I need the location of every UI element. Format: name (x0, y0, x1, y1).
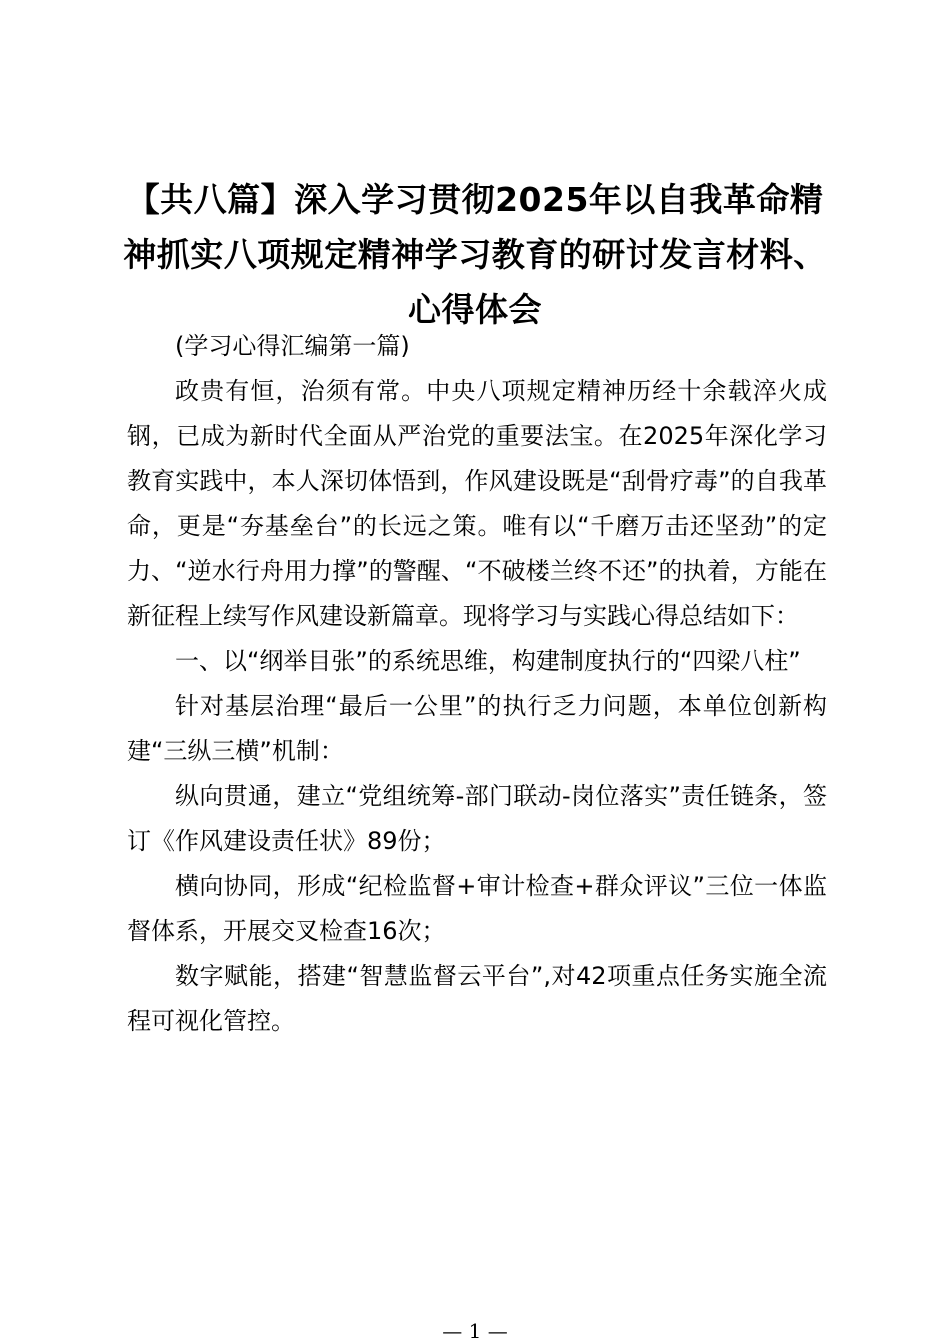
section-heading: 一、以“纲举目张”的系统思维，构建制度执行的“四梁八柱” (175, 647, 801, 675)
body-paragraph: 横向协同，形成“纪检监督+审计检查+群众评议”三位一体监督体系，开展交叉检查16次； (127, 872, 827, 945)
subtitle-paragraph: (学习心得汇编第一篇) (175, 332, 410, 360)
document-body (127, 324, 827, 1044)
body-paragraph: 政贵有恒，治须有常。中央八项规定精神历经十余载淬火成钢，已成为新时代全面从严治党的重要法宝。在2025年深化学习教育实践中，本人深切体悟到，作风建设既是“刮骨疗毒”的自我革命，更是“夯基垒台”的长远之策。唯有以“千磨万击还坚劲”的定力、“逆水行舟用力撑”的警醒、“不破楼兰终不还”的执着，方能在新征程上续写作风建设新篇章。现将学习与实践心得总结如下： (127, 377, 827, 630)
body-paragraph: 纵向贯通，建立“党组统筹-部门联动-岗位落实”责任链条，签订《作风建设责任状》89份； (127, 782, 827, 855)
body-paragraph: 针对基层治理“最后一公里”的执行乏力问题，本单位创新构建“三纵三横”机制： (127, 692, 827, 765)
page-number: — 1 — (442, 1319, 508, 1343)
body-paragraph: 数字赋能，搭建“智慧监督云平台”,对42项重点任务实施全流程可视化管控。 (127, 962, 827, 1035)
document-title: 【共八篇】深入学习贯彻2025年以自我革命精神抓实八项规定精神学习教育的研讨发言材料、心得体会 (123, 180, 827, 329)
